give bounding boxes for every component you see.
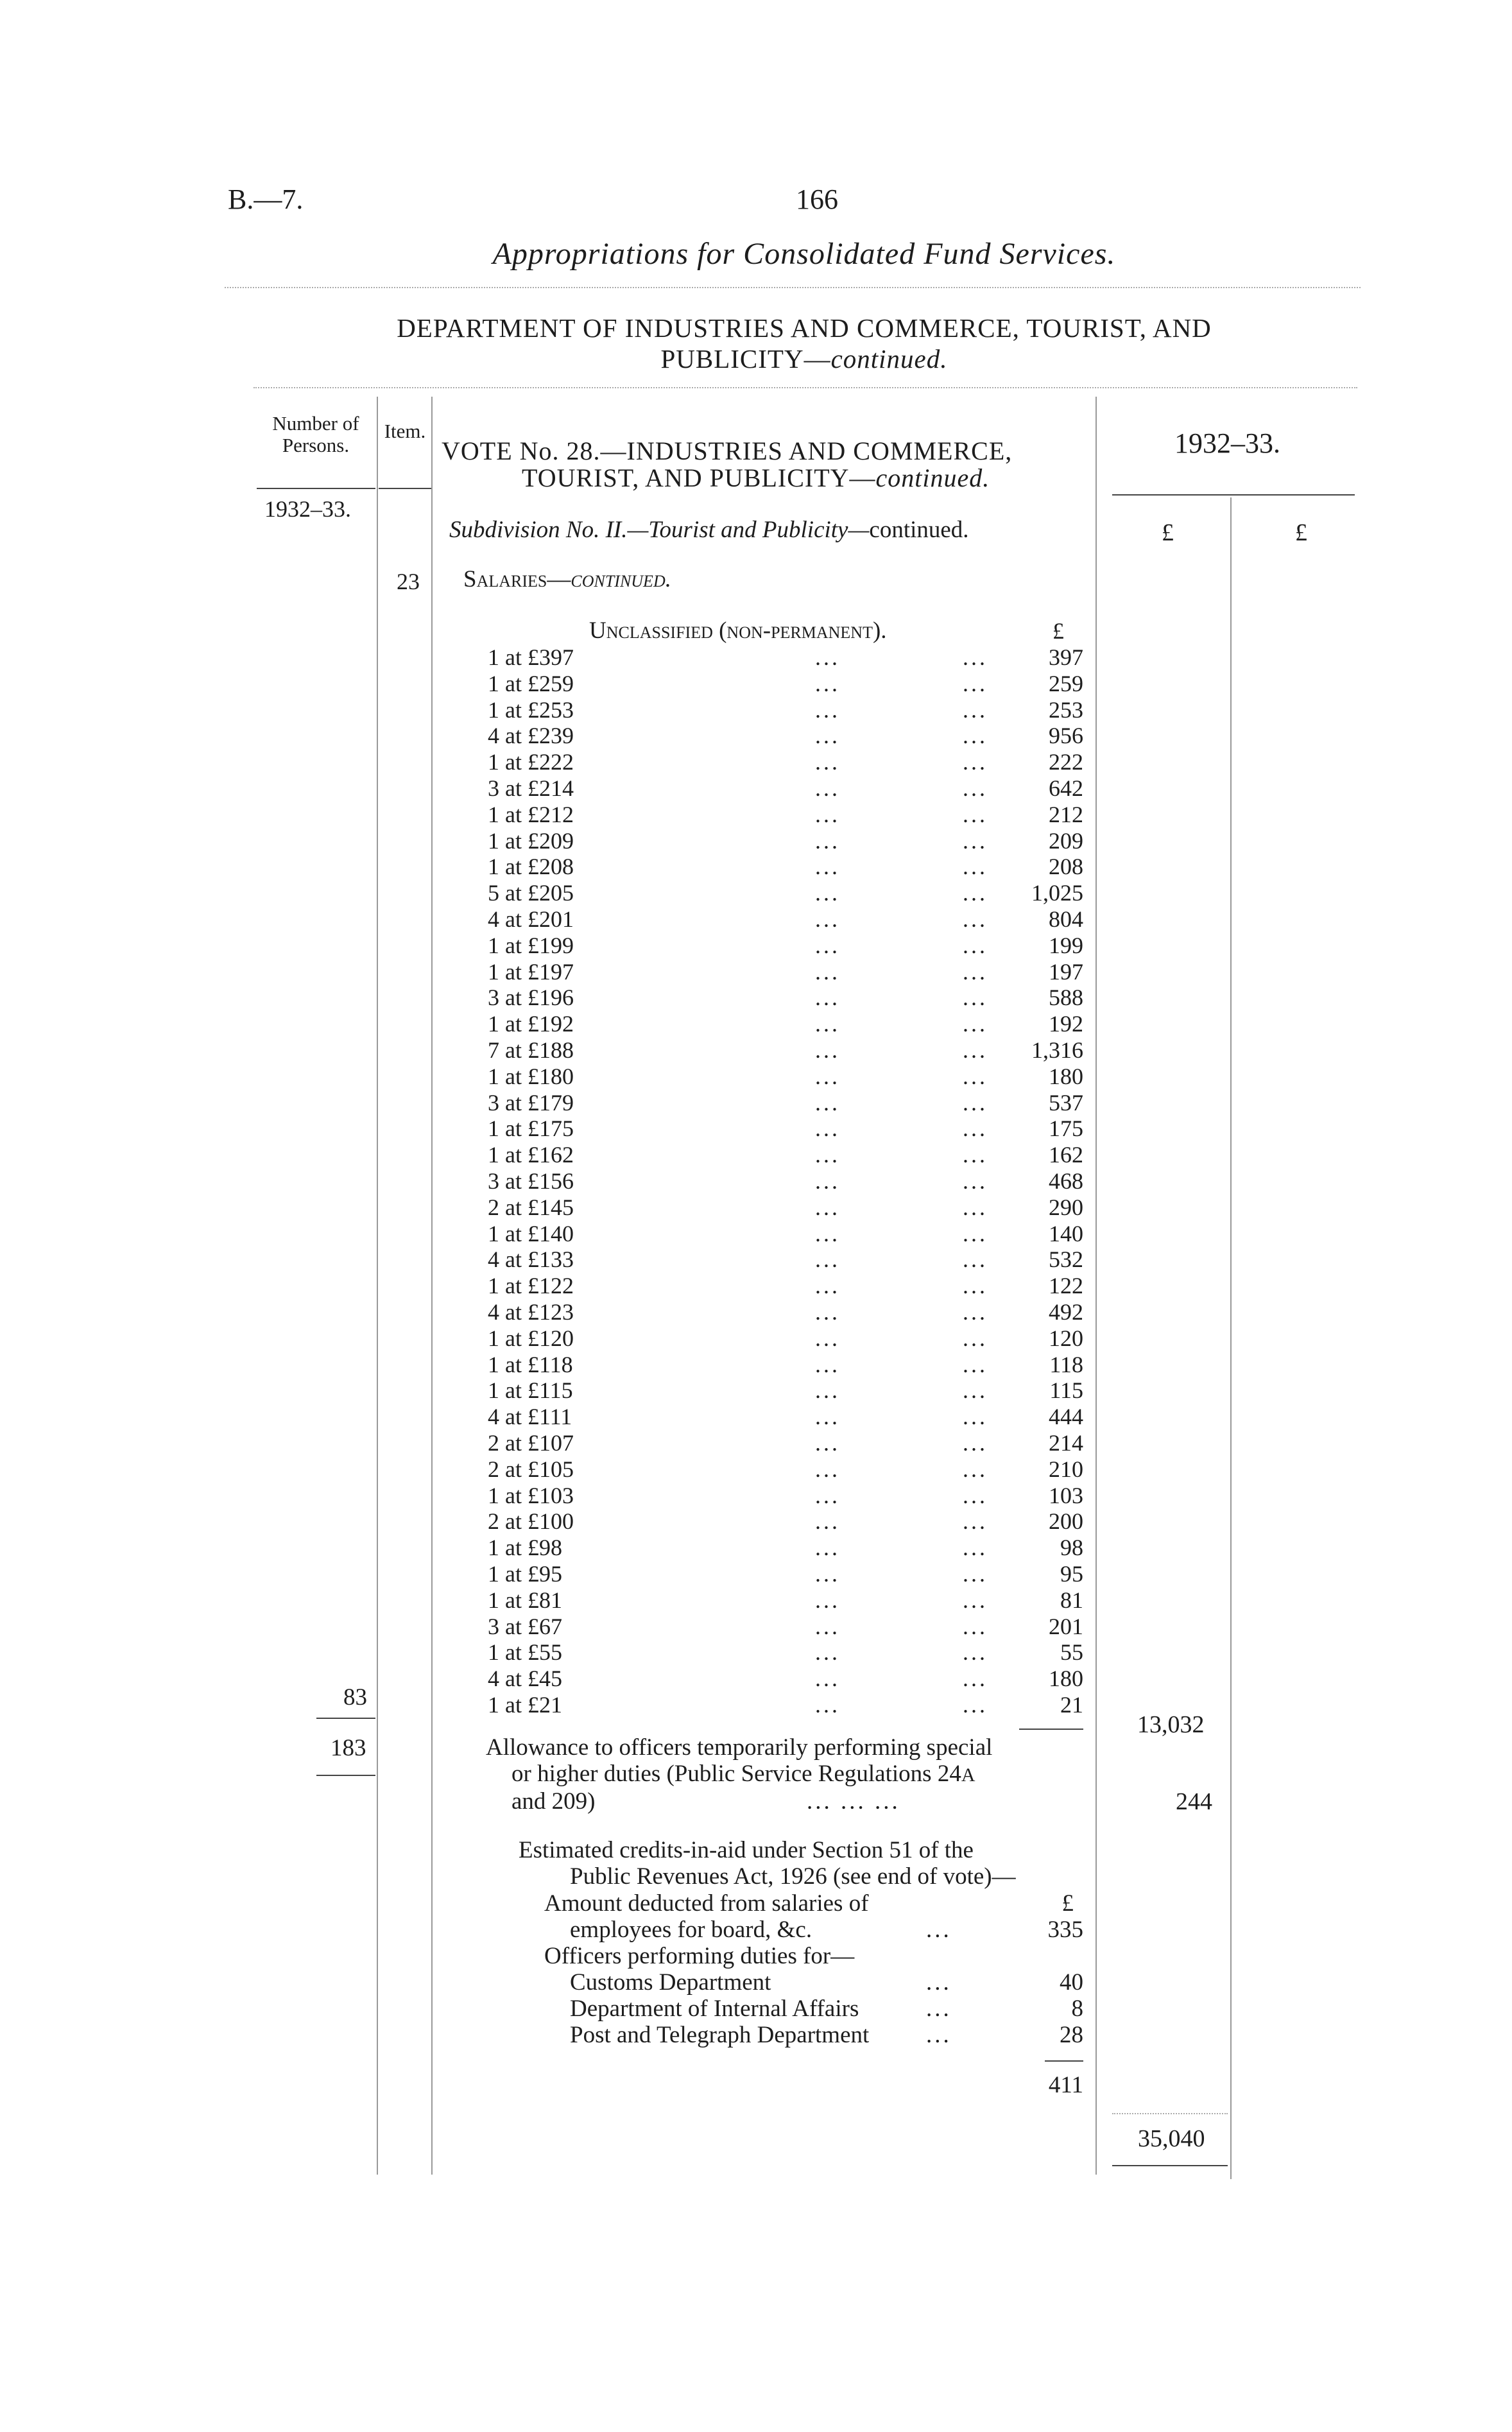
row-amount: 120 bbox=[1049, 1325, 1083, 1351]
leader-dots: ... bbox=[815, 827, 840, 854]
credit-item bbox=[570, 1969, 1083, 1996]
row-amount: 210 bbox=[1049, 1456, 1083, 1482]
allowance-amount: 244 bbox=[1176, 1788, 1212, 1815]
row-label: 1 at £209 bbox=[488, 827, 574, 854]
leader-dots: ... bbox=[815, 1116, 840, 1142]
deducted-amount: 335 bbox=[1047, 1917, 1083, 1943]
row-amount: 492 bbox=[1049, 1299, 1083, 1325]
credits-line2: Public Revenues Act, 1926 (see end of vote)— bbox=[570, 1863, 1016, 1890]
table-row bbox=[488, 1194, 1083, 1220]
row-label: 4 at £239 bbox=[488, 723, 574, 749]
row-label: 2 at £105 bbox=[488, 1456, 574, 1482]
row-amount: 1,025 bbox=[1031, 880, 1083, 906]
text-column-rule bbox=[1095, 397, 1097, 2175]
allowance-line1: Allowance to officers temporarily performing special bbox=[486, 1734, 993, 1761]
leader-dots: ... bbox=[815, 1037, 840, 1063]
table-row bbox=[488, 1141, 1083, 1168]
leader-dots: ... bbox=[963, 1639, 988, 1666]
row-amount: 642 bbox=[1049, 775, 1083, 801]
row-label: 3 at £67 bbox=[488, 1613, 562, 1639]
row-label: 1 at £140 bbox=[488, 1220, 574, 1246]
table-row bbox=[488, 1482, 1083, 1508]
leader-dots: ... bbox=[963, 958, 988, 985]
row-amount: 259 bbox=[1049, 670, 1083, 696]
title-divider bbox=[225, 287, 1361, 288]
table-row bbox=[488, 1377, 1083, 1403]
item-column-rule bbox=[431, 397, 433, 2175]
grand-total-top-rule bbox=[1112, 2113, 1228, 2114]
leader-dots: ... bbox=[963, 1142, 988, 1168]
grand-total-bottom-rule bbox=[1112, 2165, 1228, 2166]
table-row bbox=[488, 1691, 1083, 1718]
leader-dots: ... bbox=[815, 1456, 840, 1482]
row-label: 2 at £100 bbox=[488, 1508, 574, 1535]
leader-dots: ... bbox=[815, 670, 840, 696]
leader-dots: ... bbox=[963, 1325, 988, 1351]
leader-dots: ... bbox=[815, 1246, 840, 1273]
leader-dots: ... bbox=[963, 1482, 988, 1508]
row-label: 1 at £118 bbox=[488, 1351, 573, 1377]
table-row bbox=[488, 1063, 1083, 1089]
leader-dots: ... bbox=[963, 644, 988, 670]
row-label: 1 at £81 bbox=[488, 1587, 562, 1613]
allowance-paragraph bbox=[486, 1734, 1086, 1815]
persons-total: 183 bbox=[331, 1735, 366, 1761]
deducted-line1: Amount deducted from salaries of £ bbox=[544, 1890, 1074, 1917]
leader-dots: ... bbox=[963, 1037, 988, 1063]
row-label: 4 at £111 bbox=[488, 1404, 572, 1430]
leader-dots: ... bbox=[926, 2022, 952, 2048]
credit-item-amount: 28 bbox=[1060, 2022, 1083, 2048]
leader-dots: ... bbox=[963, 1194, 988, 1220]
row-amount: 209 bbox=[1049, 827, 1083, 854]
leader-dots: ... bbox=[815, 1692, 840, 1718]
deducted-line2: employees for board, &c. ... 335 bbox=[570, 1917, 1083, 1943]
row-amount: 222 bbox=[1049, 749, 1083, 775]
table-row bbox=[488, 1115, 1083, 1141]
subdivision-heading: Subdivision No. II.—Tourist and Publicity—continued. bbox=[449, 517, 969, 543]
row-amount: 214 bbox=[1049, 1430, 1083, 1456]
leader-dots: ... bbox=[815, 985, 840, 1011]
row-amount: 804 bbox=[1049, 906, 1083, 932]
table-row bbox=[488, 1037, 1083, 1063]
table-row bbox=[488, 1089, 1083, 1116]
row-amount: 118 bbox=[1049, 1351, 1083, 1377]
table-row bbox=[488, 827, 1083, 854]
leader-dots: ... bbox=[963, 985, 988, 1011]
row-label: 1 at £192 bbox=[488, 1011, 574, 1037]
leader-dots: ... bbox=[815, 1639, 840, 1666]
row-label: 1 at £180 bbox=[488, 1063, 574, 1089]
leader-dots: ... bbox=[963, 906, 988, 932]
leader-dots: ... bbox=[815, 1587, 840, 1613]
leader-dots: ... bbox=[815, 932, 840, 958]
leader-dots: ... bbox=[963, 1246, 988, 1273]
vote-heading-line2: TOURIST, AND PUBLICITY—continued. bbox=[522, 463, 990, 492]
item-number: 23 bbox=[397, 569, 420, 594]
table-row bbox=[488, 1168, 1083, 1194]
row-amount: 103 bbox=[1049, 1482, 1083, 1508]
row-label: 1 at £103 bbox=[488, 1482, 574, 1508]
leader-dots: ... bbox=[963, 1063, 988, 1089]
table-row bbox=[488, 1298, 1083, 1325]
number-of-persons-header: Number of Persons. bbox=[272, 412, 359, 456]
leader-dots: ... bbox=[815, 1325, 840, 1351]
persons-total-rule bbox=[316, 1775, 375, 1776]
officers-heading: Officers performing duties for— bbox=[544, 1943, 855, 1969]
table-row bbox=[488, 906, 1083, 932]
leader-dots: ... bbox=[815, 1220, 840, 1246]
leader-dots: ... bbox=[815, 1377, 840, 1404]
row-label: 7 at £188 bbox=[488, 1037, 574, 1063]
table-row bbox=[488, 1403, 1083, 1429]
row-amount: 115 bbox=[1049, 1377, 1083, 1404]
leader-dots: ... bbox=[963, 1011, 988, 1037]
leader-dots: ... bbox=[963, 1377, 988, 1404]
year-header-rule bbox=[1112, 494, 1355, 496]
table-row bbox=[488, 1220, 1083, 1246]
row-amount: 180 bbox=[1049, 1063, 1083, 1089]
leader-dots: ... bbox=[815, 644, 840, 670]
row-label: 1 at £55 bbox=[488, 1639, 562, 1666]
leader-dots: ... bbox=[963, 1561, 988, 1587]
leader-dots: ... bbox=[815, 1299, 840, 1325]
row-amount: 199 bbox=[1049, 932, 1083, 958]
row-label: 3 at £156 bbox=[488, 1168, 574, 1194]
row-amount: 180 bbox=[1049, 1666, 1083, 1692]
salary-pound-header: £ bbox=[1052, 618, 1064, 644]
table-row bbox=[488, 1613, 1083, 1639]
table-row bbox=[488, 1429, 1083, 1456]
table-row bbox=[488, 696, 1083, 723]
pound-column-2: £ bbox=[1295, 519, 1307, 546]
row-label: 1 at £95 bbox=[488, 1561, 562, 1587]
table-row bbox=[488, 670, 1083, 696]
row-label: 1 at £397 bbox=[488, 644, 574, 670]
leader-dots: ... bbox=[963, 1508, 988, 1535]
leader-dots: ... bbox=[815, 854, 840, 880]
row-label: 5 at £205 bbox=[488, 880, 574, 906]
leader-dots: ... bbox=[815, 1535, 840, 1561]
row-amount: 122 bbox=[1049, 1273, 1083, 1299]
vote-heading bbox=[442, 438, 1090, 492]
leader-dots: ... bbox=[815, 1404, 840, 1430]
pound-column-1: £ bbox=[1162, 519, 1174, 546]
leader-dots: ... bbox=[963, 1116, 988, 1142]
leader-dots: ... bbox=[815, 1666, 840, 1692]
leader-dots: ... bbox=[815, 1142, 840, 1168]
row-label: 1 at £162 bbox=[488, 1142, 574, 1168]
row-label: 1 at £208 bbox=[488, 854, 574, 880]
unclassified-total: 13,032 bbox=[1137, 1711, 1205, 1738]
row-label: 4 at £45 bbox=[488, 1666, 562, 1692]
credit-item-label: Customs Department bbox=[570, 1969, 771, 1996]
row-label: 3 at £179 bbox=[488, 1089, 574, 1116]
table-row bbox=[488, 1665, 1083, 1691]
table-row bbox=[488, 644, 1083, 670]
row-amount: 532 bbox=[1049, 1246, 1083, 1273]
leader-dots: ... bbox=[963, 723, 988, 749]
leader-dots: ... bbox=[963, 1535, 988, 1561]
leader-dots: ... bbox=[963, 1666, 988, 1692]
leader-dots: ... bbox=[815, 1482, 840, 1508]
row-label: 2 at £107 bbox=[488, 1430, 574, 1456]
row-label: 3 at £196 bbox=[488, 985, 574, 1011]
row-label: 2 at £145 bbox=[488, 1194, 574, 1220]
credits-line1: Estimated credits-in-aid under Section 51 of the bbox=[519, 1837, 974, 1863]
row-amount: 192 bbox=[1049, 1011, 1083, 1037]
leader-dots: ... bbox=[963, 1168, 988, 1194]
leader-dots: ... bbox=[963, 827, 988, 854]
leader-dots: ... bbox=[963, 1273, 988, 1299]
credit-item bbox=[570, 2022, 1083, 2048]
table-row bbox=[488, 879, 1083, 906]
leader-dots: ... bbox=[815, 1351, 840, 1377]
vote-heading-line1: VOTE No. 28.—INDUSTRIES AND COMMERCE, bbox=[442, 436, 1013, 465]
row-amount: 588 bbox=[1049, 985, 1083, 1011]
credits-total-rule bbox=[1045, 2060, 1083, 2062]
row-amount: 956 bbox=[1049, 723, 1083, 749]
row-amount: 140 bbox=[1049, 1220, 1083, 1246]
amount-column-rule bbox=[1230, 497, 1232, 2179]
table-row bbox=[488, 1639, 1083, 1665]
leader-dots: ... bbox=[926, 1969, 952, 1996]
row-label: 1 at £199 bbox=[488, 932, 574, 958]
row-amount: 253 bbox=[1049, 696, 1083, 723]
leader-dots: ... bbox=[963, 1351, 988, 1377]
leader-dots: ... bbox=[963, 670, 988, 696]
salary-rows bbox=[488, 644, 1083, 1729]
row-label: 1 at £175 bbox=[488, 1116, 574, 1142]
row-amount: 208 bbox=[1049, 854, 1083, 880]
leader-dots: ... bbox=[815, 1273, 840, 1299]
row-amount: 55 bbox=[1060, 1639, 1083, 1666]
table-row bbox=[488, 722, 1083, 748]
credit-item-label: Post and Telegraph Department bbox=[570, 2022, 870, 2048]
row-label: 1 at £212 bbox=[488, 801, 574, 827]
row-label: 1 at £253 bbox=[488, 696, 574, 723]
leader-dots: ... bbox=[963, 1613, 988, 1639]
table-row bbox=[488, 1010, 1083, 1037]
leader-dots: ... bbox=[815, 1011, 840, 1037]
credit-item-label: Department of Internal Affairs bbox=[570, 1996, 859, 2022]
credits-total: 411 bbox=[1048, 2072, 1083, 2098]
credit-items bbox=[570, 1969, 1083, 2048]
row-amount: 21 bbox=[1060, 1692, 1083, 1718]
leader-dots: ... bbox=[815, 906, 840, 932]
table-row bbox=[488, 1351, 1083, 1377]
document-reference: B.—7. bbox=[228, 184, 304, 215]
salary-subtotal-rule bbox=[1019, 1729, 1083, 1730]
leader-dots: ... bbox=[963, 1404, 988, 1430]
leader-dots: ... bbox=[963, 696, 988, 723]
leader-dots: ... bbox=[815, 1194, 840, 1220]
row-label: 4 at £133 bbox=[488, 1246, 574, 1273]
table-row bbox=[488, 1587, 1083, 1613]
leader-dots: ... bbox=[815, 723, 840, 749]
item-header: Item. bbox=[384, 420, 426, 442]
table-row bbox=[488, 1325, 1083, 1351]
credit-item bbox=[570, 1996, 1083, 2022]
row-label: 1 at £115 bbox=[488, 1377, 573, 1404]
row-amount: 98 bbox=[1060, 1535, 1083, 1561]
row-amount: 212 bbox=[1049, 801, 1083, 827]
persons-header-rule bbox=[257, 488, 375, 489]
persons-subtotal-rule bbox=[316, 1718, 375, 1719]
leader-dots: ... bbox=[963, 1692, 988, 1718]
leader-dots: ... bbox=[815, 1089, 840, 1116]
row-amount: 197 bbox=[1049, 958, 1083, 985]
department-heading-line1: DEPARTMENT OF INDUSTRIES AND COMMERCE, TOURIST, AND bbox=[397, 313, 1212, 343]
row-label: 1 at £120 bbox=[488, 1325, 574, 1351]
leader-dots: ... bbox=[926, 1996, 952, 2022]
row-amount: 1,316 bbox=[1031, 1037, 1083, 1063]
grand-total: 35,040 bbox=[1138, 2125, 1205, 2152]
leader-dots: ... bbox=[963, 775, 988, 801]
leader-dots: ... bbox=[963, 854, 988, 880]
row-label: 1 at £21 bbox=[488, 1692, 562, 1718]
row-amount: 201 bbox=[1049, 1613, 1083, 1639]
year-column-header: 1932–33. bbox=[1174, 427, 1280, 459]
leader-dots: ... bbox=[963, 880, 988, 906]
leader-dots: ... bbox=[963, 801, 988, 827]
leader-dots: ... bbox=[815, 1561, 840, 1587]
credits-heading bbox=[519, 1837, 1090, 1890]
row-amount: 162 bbox=[1049, 1142, 1083, 1168]
row-amount: 468 bbox=[1049, 1168, 1083, 1194]
leader-dots: ... bbox=[963, 1456, 988, 1482]
table-top-rule bbox=[253, 387, 1357, 388]
leader-dots: ... bbox=[815, 958, 840, 985]
table-row bbox=[488, 801, 1083, 827]
item-header-rule bbox=[379, 488, 431, 489]
table-row bbox=[488, 932, 1083, 958]
department-heading-line2: PUBLICITY—continued. bbox=[660, 344, 948, 374]
table-row bbox=[488, 853, 1083, 879]
leader-dots: ... bbox=[815, 1508, 840, 1535]
row-amount: 200 bbox=[1049, 1508, 1083, 1535]
row-amount: 175 bbox=[1049, 1116, 1083, 1142]
page-title: Appropriations for Consolidated Fund Services. bbox=[492, 237, 1116, 271]
row-amount: 537 bbox=[1049, 1089, 1083, 1116]
leader-dots: ... bbox=[815, 801, 840, 827]
leader-dots: ... bbox=[815, 1168, 840, 1194]
row-label: 4 at £123 bbox=[488, 1299, 574, 1325]
unclassified-heading: Unclassified (non-permanent). bbox=[589, 617, 887, 644]
leader-dots: ... bbox=[815, 1430, 840, 1456]
leader-dots: ... bbox=[963, 1089, 988, 1116]
leader-dots: ... bbox=[963, 1299, 988, 1325]
table-row bbox=[488, 958, 1083, 985]
row-amount: 397 bbox=[1049, 644, 1083, 670]
table-row bbox=[488, 1246, 1083, 1272]
credit-item-amount: 8 bbox=[1071, 1996, 1083, 2022]
persons-subtotal: 83 bbox=[343, 1684, 367, 1711]
leader-dots: ... bbox=[815, 880, 840, 906]
row-amount: 81 bbox=[1060, 1587, 1083, 1613]
table-row bbox=[488, 1560, 1083, 1587]
leader-dots: ... bbox=[815, 775, 840, 801]
leader-dots: ... bbox=[815, 696, 840, 723]
leader-dots: ... bbox=[963, 1430, 988, 1456]
row-amount: 95 bbox=[1060, 1561, 1083, 1587]
leader-dots: ... bbox=[963, 1587, 988, 1613]
row-label: 4 at £201 bbox=[488, 906, 574, 932]
leader-dots: ... bbox=[963, 749, 988, 775]
row-amount: 444 bbox=[1049, 1404, 1083, 1430]
leader-dots: ... bbox=[815, 1613, 840, 1639]
table-row bbox=[488, 1534, 1083, 1560]
row-label: 1 at £222 bbox=[488, 749, 574, 775]
credit-item-amount: 40 bbox=[1060, 1969, 1083, 1996]
page-number: 166 bbox=[796, 184, 838, 215]
leader-dots: ... bbox=[963, 1220, 988, 1246]
table-row bbox=[488, 1508, 1083, 1534]
persons-year-label: 1932–33. bbox=[264, 496, 351, 522]
allowance-line2: or higher duties (Public Service Regulations 24A bbox=[511, 1761, 975, 1787]
leader-dots: ... bbox=[963, 932, 988, 958]
table-row bbox=[488, 984, 1083, 1010]
leader-dots: ... bbox=[815, 749, 840, 775]
row-label: 1 at £98 bbox=[488, 1535, 562, 1561]
row-label: 3 at £214 bbox=[488, 775, 574, 801]
table-row bbox=[488, 1272, 1083, 1298]
row-label: 1 at £197 bbox=[488, 958, 574, 985]
row-amount: 290 bbox=[1049, 1194, 1083, 1220]
table-row bbox=[488, 1456, 1083, 1482]
leader-dots: ... bbox=[815, 1063, 840, 1089]
row-label: 1 at £122 bbox=[488, 1273, 574, 1299]
salaries-heading: Salaries—continued. bbox=[463, 566, 671, 592]
table-row bbox=[488, 775, 1083, 801]
row-label: 1 at £259 bbox=[488, 670, 574, 696]
persons-column-rule bbox=[377, 397, 378, 2175]
table-row bbox=[488, 748, 1083, 775]
allowance-line3: and 209) ... ... ... bbox=[511, 1788, 900, 1815]
